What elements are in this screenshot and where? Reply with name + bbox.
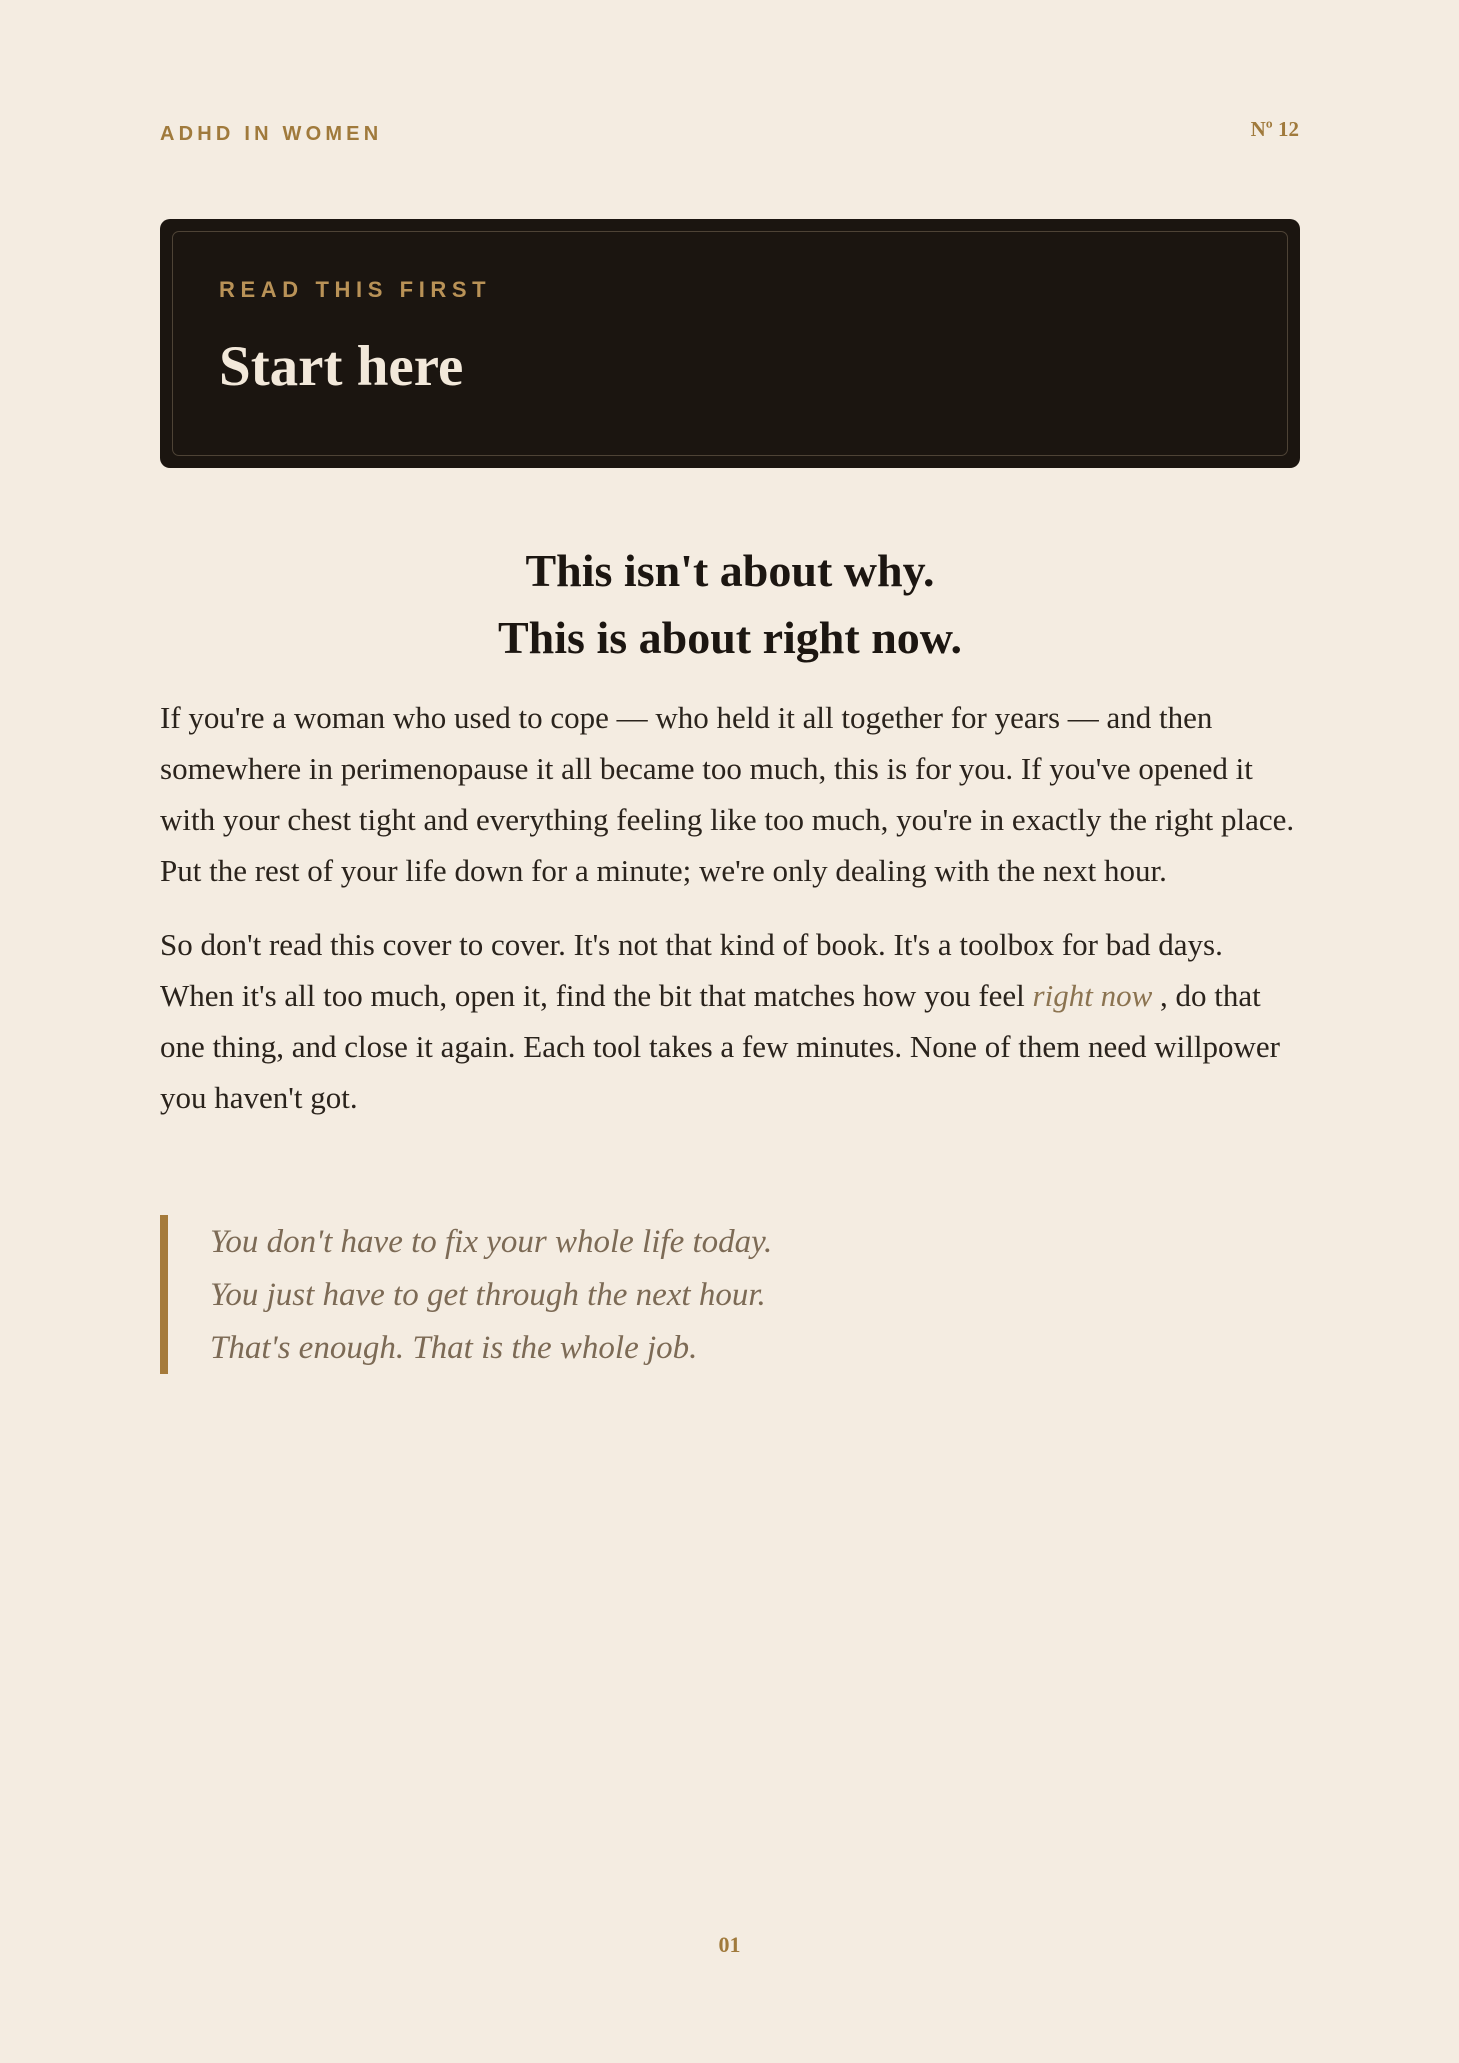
banner-title: Start here <box>219 335 464 398</box>
headline-line-1: This isn't about why. <box>525 545 935 596</box>
pull-quote <box>160 1215 1160 1374</box>
pull-quote-line-2: You just have to get through the next hour. <box>210 1277 766 1313</box>
banner-eyebrow: READ THIS FIRST <box>219 277 492 302</box>
body-text <box>160 692 1300 1146</box>
paragraph-2-text-end: , do that one thing, and close it again. Each tool takes a few minutes. None of them need willpower you haven't got. <box>160 978 1280 1115</box>
pull-quote-line-3: That's enough. That is the whole job. <box>210 1330 698 1366</box>
start-here-banner <box>160 219 1300 468</box>
section-headline <box>160 537 1300 671</box>
pull-quote-line-1: You don't have to fix your whole life today. <box>210 1224 773 1260</box>
running-head: ADHD IN WOMEN <box>160 123 383 145</box>
body-paragraph-1: If you're a woman who used to cope — who held it all together for years — and then somewhere in perimenopause it all became too much, this is for you. If you've opened it with your chest tight and everything feeling like too much, you're in exactly the right place. Put the rest of your life down for a minute; we're only dealing with the next hour. <box>160 700 1295 888</box>
page-number: 01 <box>718 1932 741 1957</box>
headline-line-2: This is about right now. <box>498 612 962 663</box>
paragraph-2-emphasis: right now <box>1032 978 1153 1013</box>
issue-number: Nº 12 <box>1250 117 1299 141</box>
body-paragraph-2 <box>160 919 1300 1123</box>
paragraph-2-text-start: So don't read this cover to cover. It's not that kind of book. It's a toolbox for bad days. When it's all too much, open it, find the bit that matches how you feel <box>160 927 1223 1013</box>
